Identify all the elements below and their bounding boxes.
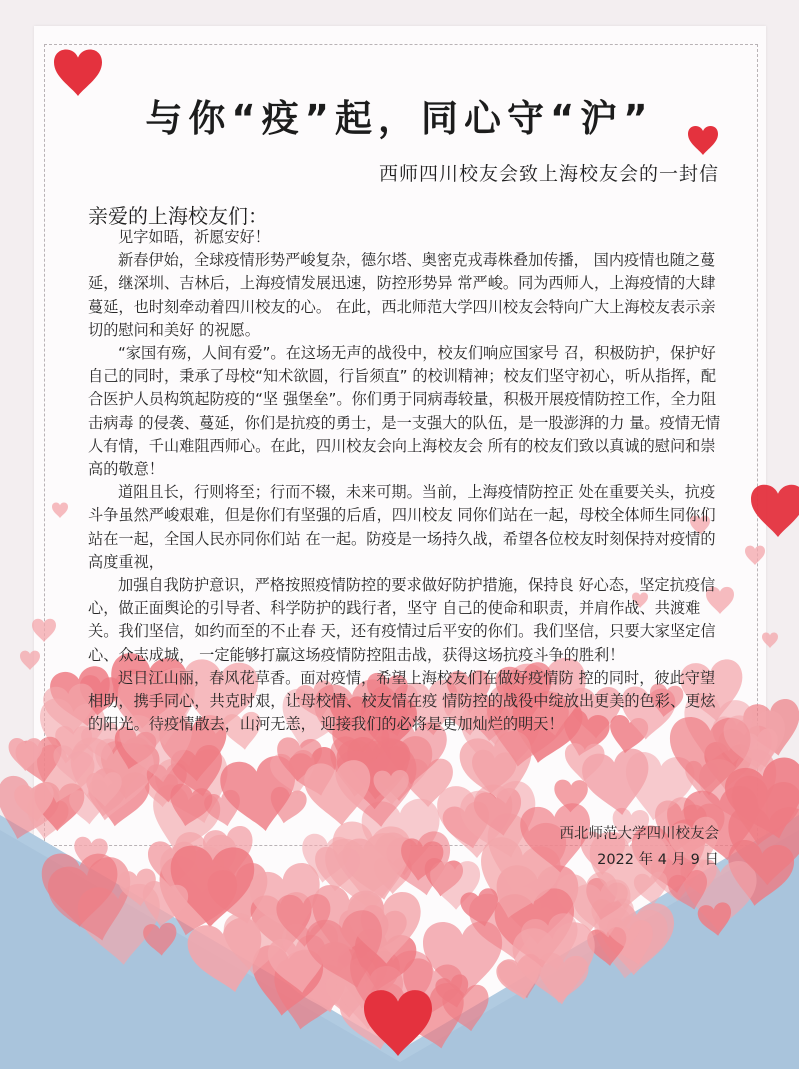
paragraph-protection: 加强自我防护意识，严格按照疫情防控的要求做好防护措施，保持良 好心态，坚定抗疫信心，做正面舆论的引导者、科学防护的践行者，坚守 自己的使命和职责，并肩作战、共渡难关。我们坚信，如约而至的不止春 天，还有疫情过后平安的你们。我们坚信，只要大家坚定信心、众志成城， 一定能够打赢这场疫情防控阻击战，获得这场抗疫斗争的胜利！ (88, 576, 716, 664)
paragraph-closing: 迟日江山丽，春风花草香。面对疫情，希望上海校友们在做好疫情防 控的同时，彼此守望相助，携手同心，共克时艰，让母校情、校友情在疫 情防控的战役中绽放出更美的色彩、更炫的阳光。待疫情散去，山河无恙， 迎接我们的必将是更加灿烂的明天！ (88, 668, 716, 734)
signature: 西北师范大学四川校友会 (559, 826, 719, 842)
paragraph-perseverance: 道阻且长，行则将至；行而不辍，未来可期。当前，上海疫情防控正 处在重要关头，抗疫斗争虽然严峻艰难，但是你们有坚强的后盾，四川校友 同你们站在一起，母校全体师生同你们站在一起，全国人民亦同你们站 在一起。防疫是一场持久战，希望各位校友时刻保持对疫情的高度重视， (88, 483, 716, 571)
paragraph-situation: 新春伊始，全球疫情形势严峻复杂，德尔塔、奥密克戎毒株叠加传播， 国内疫情也随之蔓延，继深圳、吉林后，上海疫情发展迅速，防控形势异 常严峻。同为西师人，上海疫情的大肆蔓延，也时刻牵动着四川校友的心。 在此，西北师范大学四川校友会特向广大上海校友表示亲切的慰问和美好 的祝愿。 (88, 251, 716, 339)
letter-date: 2022 年 4 月 9 日 (597, 852, 719, 868)
paragraph-greeting: 见字如晤，祈愿安好！ (118, 228, 270, 246)
letter-body (88, 226, 724, 736)
letter-title: 与你“疫”起，同心守“沪” (145, 97, 654, 140)
salutation: 亲爱的上海校友们： (88, 204, 268, 228)
letter-subtitle: 西师四川校友会致上海校友会的一封信 (378, 163, 719, 185)
paragraph-solidarity: “家国有殇，人间有爱”。在这场无声的战役中，校友们响应国家号 召，积极防护，保护好自己的同时，秉承了母校“知术欲圆，行旨须直” 的校训精神；校友们坚守初心，听从指挥，配合医护人员构筑起防疫的“坚 强堡垒”。你们勇于同病毒较量，积极开展疫情防控工作，全力阻击病毒 的侵袭、蔓延，你们是抗疫的勇士，是一支强大的队伍，是一股澎湃的力 量。疫情无情人有情，千山难阻西师心。在此，四川校友会向上海校友会 所有的校友们致以真诚的慰问和崇高的敬意！ (88, 344, 721, 479)
